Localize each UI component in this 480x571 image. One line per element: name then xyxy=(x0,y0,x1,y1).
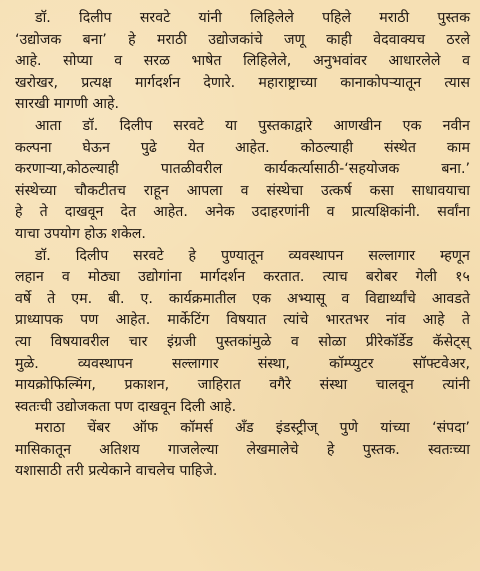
word: त्यास xyxy=(444,74,470,91)
word: पुस्तक xyxy=(437,10,470,26)
text-line xyxy=(15,246,470,268)
word: सॉफ्टवेअर, xyxy=(412,355,470,372)
text-line xyxy=(15,440,470,462)
word: पुणे xyxy=(339,420,358,437)
word: इंग्रजी xyxy=(167,333,197,350)
text-line xyxy=(15,224,470,246)
word: त्या xyxy=(15,333,32,350)
word: जाहिरात xyxy=(197,377,241,394)
word: व xyxy=(462,53,470,70)
word: कानाकोपऱ्यातून xyxy=(340,74,422,91)
word: उद्योजकांचे xyxy=(208,31,263,48)
word: राहून xyxy=(143,182,169,199)
word: मुळे. xyxy=(15,355,39,372)
word: दिलीप xyxy=(119,117,153,134)
word: पातळीवरील xyxy=(160,161,223,178)
word: सरळ xyxy=(143,53,170,70)
word: सारखी मागणी आहे. xyxy=(15,96,119,113)
word: भाषेत xyxy=(191,53,222,70)
text-line xyxy=(15,289,470,311)
word: करतात. xyxy=(263,269,305,286)
word: आधारलेले xyxy=(388,53,441,70)
word: संस्थेचा xyxy=(266,182,303,199)
word: आहे xyxy=(422,312,445,329)
word: दिलीप xyxy=(79,10,112,26)
word: मार्केटिंग xyxy=(167,312,210,329)
word: सल्लागार xyxy=(171,355,219,372)
word: पुस्तकांमुळे xyxy=(215,333,272,350)
text-line xyxy=(15,332,470,354)
word: विषयावरील xyxy=(50,333,110,350)
word: याचा उपयोग होऊ शकेल. xyxy=(15,225,146,242)
book-blurb-text xyxy=(15,8,470,483)
text-line xyxy=(15,159,470,181)
word: ‘उद्योजक xyxy=(15,31,62,48)
word: करणाऱ्या,कोठल्याही xyxy=(15,161,119,178)
word: आवडते xyxy=(431,290,470,307)
word: नांव xyxy=(386,312,406,329)
word: संस्थेत xyxy=(383,139,416,156)
word: सल्लागार xyxy=(368,247,416,264)
word: पुस्तक. xyxy=(362,441,400,458)
paragraph-3 xyxy=(15,246,470,419)
word: चौकटीतच xyxy=(74,182,126,199)
word: काम xyxy=(446,139,470,156)
text-line xyxy=(15,310,470,332)
text-line xyxy=(15,202,470,224)
word: सरवटे xyxy=(173,117,204,134)
word: मराठी xyxy=(379,10,410,26)
word: कसा xyxy=(369,182,394,199)
word: इंडस्ट्रीज् xyxy=(275,420,318,437)
word: वेदवाक्यच xyxy=(373,31,426,48)
word: दिलीप xyxy=(75,247,109,264)
word: अभ्यासू xyxy=(287,290,326,307)
word: विद्यार्थ्यांचे xyxy=(365,290,416,307)
word: म्हणून xyxy=(439,247,470,264)
word: मार्गदर्शन xyxy=(134,74,181,91)
text-line xyxy=(15,8,470,30)
word: बना.’ xyxy=(441,161,470,178)
word: यांनी xyxy=(198,10,222,26)
word: एक xyxy=(252,290,271,307)
word: पुस्तकाद्वारे xyxy=(258,117,313,134)
word: नवीन xyxy=(442,117,470,134)
word: त्यांचे xyxy=(283,312,309,329)
text-line xyxy=(15,181,470,203)
word: कार्यकर्त्यासाठी-‘सहयोजक xyxy=(264,161,400,178)
word: विषयात xyxy=(226,312,267,329)
word: मराठी xyxy=(156,31,187,48)
word: आणखीन xyxy=(333,117,382,134)
word: कॅसेट्स् xyxy=(432,333,470,350)
word: यशासाठी तरी प्रत्येकाने वाचलेच पाहिजे. xyxy=(15,463,218,480)
word: डॉ. xyxy=(82,117,99,134)
word: व xyxy=(341,290,350,307)
word: व्यवस्थापन xyxy=(288,247,344,264)
word: चेंबर xyxy=(87,420,111,437)
word: अतिशय xyxy=(99,441,140,458)
word: लिहिलेले, xyxy=(243,53,292,70)
word: मराठा xyxy=(35,420,65,437)
word: संस्था xyxy=(319,377,348,394)
word: पुढे xyxy=(140,139,157,156)
word: ते xyxy=(39,204,48,221)
word: हे xyxy=(128,31,136,48)
word: लहान xyxy=(15,269,44,286)
word: सोप्या xyxy=(63,53,93,70)
word: कोठल्याही xyxy=(300,139,354,156)
word: व्यवस्थापन xyxy=(77,355,133,372)
word: संस्थेच्या xyxy=(15,182,57,199)
word: उद्योगांना xyxy=(138,269,182,286)
word: बरोबर xyxy=(365,269,398,286)
word: आहेत. xyxy=(153,204,188,221)
word: व xyxy=(326,204,335,221)
word: या xyxy=(225,117,238,134)
word: देत xyxy=(120,204,137,221)
word: अनेक xyxy=(204,204,235,221)
word: ते xyxy=(47,290,56,307)
text-line xyxy=(15,375,470,397)
text-line xyxy=(15,354,470,376)
word: बना’ xyxy=(82,31,107,48)
word: पुण्यातून xyxy=(220,247,264,264)
word: स्वतःची उद्योजकता पण दाखवून दिली आहे. xyxy=(15,398,237,415)
word: काही xyxy=(326,31,352,48)
word: आता xyxy=(35,117,62,134)
word: व xyxy=(61,269,70,286)
word: साधावयाचा xyxy=(411,182,470,199)
word: मोठ्या xyxy=(88,269,120,286)
word: डॉ. xyxy=(35,10,51,26)
word: हे xyxy=(326,441,335,458)
word: आहे. xyxy=(15,53,42,70)
word: चार xyxy=(128,333,148,350)
word: खरोखर, xyxy=(15,74,59,91)
word: सरवटे xyxy=(133,247,164,264)
word: १५ xyxy=(455,269,470,286)
text-line xyxy=(15,461,470,483)
word: भारतभर xyxy=(325,312,369,329)
word: प्राध्यापक xyxy=(15,312,63,329)
word: व xyxy=(290,333,299,350)
word: प्रत्यक्ष xyxy=(81,74,112,91)
paragraph-2 xyxy=(15,116,470,246)
word: आपला xyxy=(186,182,223,199)
word: लिहिलेले xyxy=(250,10,294,26)
word: येत xyxy=(187,139,205,156)
text-line xyxy=(15,94,470,116)
word: कॉम्प्युटर xyxy=(329,355,374,372)
word: जणू xyxy=(284,31,305,48)
text-line xyxy=(15,116,470,138)
word: चालवून xyxy=(375,377,414,394)
word: एक xyxy=(402,117,422,134)
word: ठरले xyxy=(446,31,470,48)
word: हे xyxy=(188,247,197,264)
word: प्रीरेकॉर्डेड xyxy=(365,333,414,350)
word: व xyxy=(240,182,249,199)
word: घेऊन xyxy=(82,139,110,156)
text-line xyxy=(15,418,470,440)
word: एम. xyxy=(71,290,93,307)
word: कल्पना xyxy=(15,139,52,156)
word: महाराष्ट्राच्या xyxy=(258,74,317,91)
word: त्याच xyxy=(322,269,348,286)
word: अँड xyxy=(235,420,254,437)
word: सर्वांना xyxy=(437,204,470,221)
word: वगैरे xyxy=(269,377,291,394)
word: मासिकातून xyxy=(15,441,71,458)
word: वर्षे xyxy=(15,290,32,307)
word: डॉ. xyxy=(35,247,51,264)
word: आहेत. xyxy=(235,139,270,156)
text-line xyxy=(15,138,470,160)
word: यांच्या xyxy=(380,420,410,437)
text-line xyxy=(15,30,470,52)
word: व xyxy=(114,53,123,70)
word: प्रात्यक्षिकांनी. xyxy=(351,204,421,221)
word: कार्यक्रमातील xyxy=(168,290,237,307)
word: पहिले xyxy=(322,10,352,26)
word: ऑफ xyxy=(132,420,158,437)
word: उदाहरणांनी xyxy=(251,204,310,221)
word: लेखमालेचे xyxy=(246,441,299,458)
word: हे xyxy=(15,204,23,221)
word: ‘संपदा’ xyxy=(432,420,470,437)
word: प्रकाशन, xyxy=(124,377,170,394)
word: आहेत. xyxy=(115,312,151,329)
paragraph-1 xyxy=(15,8,470,116)
text-line xyxy=(15,397,470,419)
word: सरवटे xyxy=(139,10,171,26)
word: सोळा xyxy=(318,333,347,350)
word: ए. xyxy=(140,290,153,307)
word: गेली xyxy=(415,269,437,286)
word: पण xyxy=(80,312,99,329)
paragraph-4 xyxy=(15,418,470,483)
word: स्वतःच्या xyxy=(428,441,470,458)
word: दाखवून xyxy=(64,204,104,221)
word: त्यांनी xyxy=(442,377,470,394)
word: मायक्रोफिल्मिंग, xyxy=(15,377,96,394)
word: मार्गदर्शन xyxy=(199,269,246,286)
word: उत्कर्ष xyxy=(320,182,352,199)
word: ते xyxy=(461,312,470,329)
text-line xyxy=(15,73,470,95)
text-line xyxy=(15,267,470,289)
word: बी. xyxy=(108,290,125,307)
word: अनुभवांवर xyxy=(312,53,367,70)
word: संस्था, xyxy=(257,355,290,372)
word: देणारे. xyxy=(203,74,236,91)
text-line xyxy=(15,51,470,73)
word: कॉमर्स xyxy=(180,420,213,437)
word: गाजलेल्या xyxy=(168,441,219,458)
